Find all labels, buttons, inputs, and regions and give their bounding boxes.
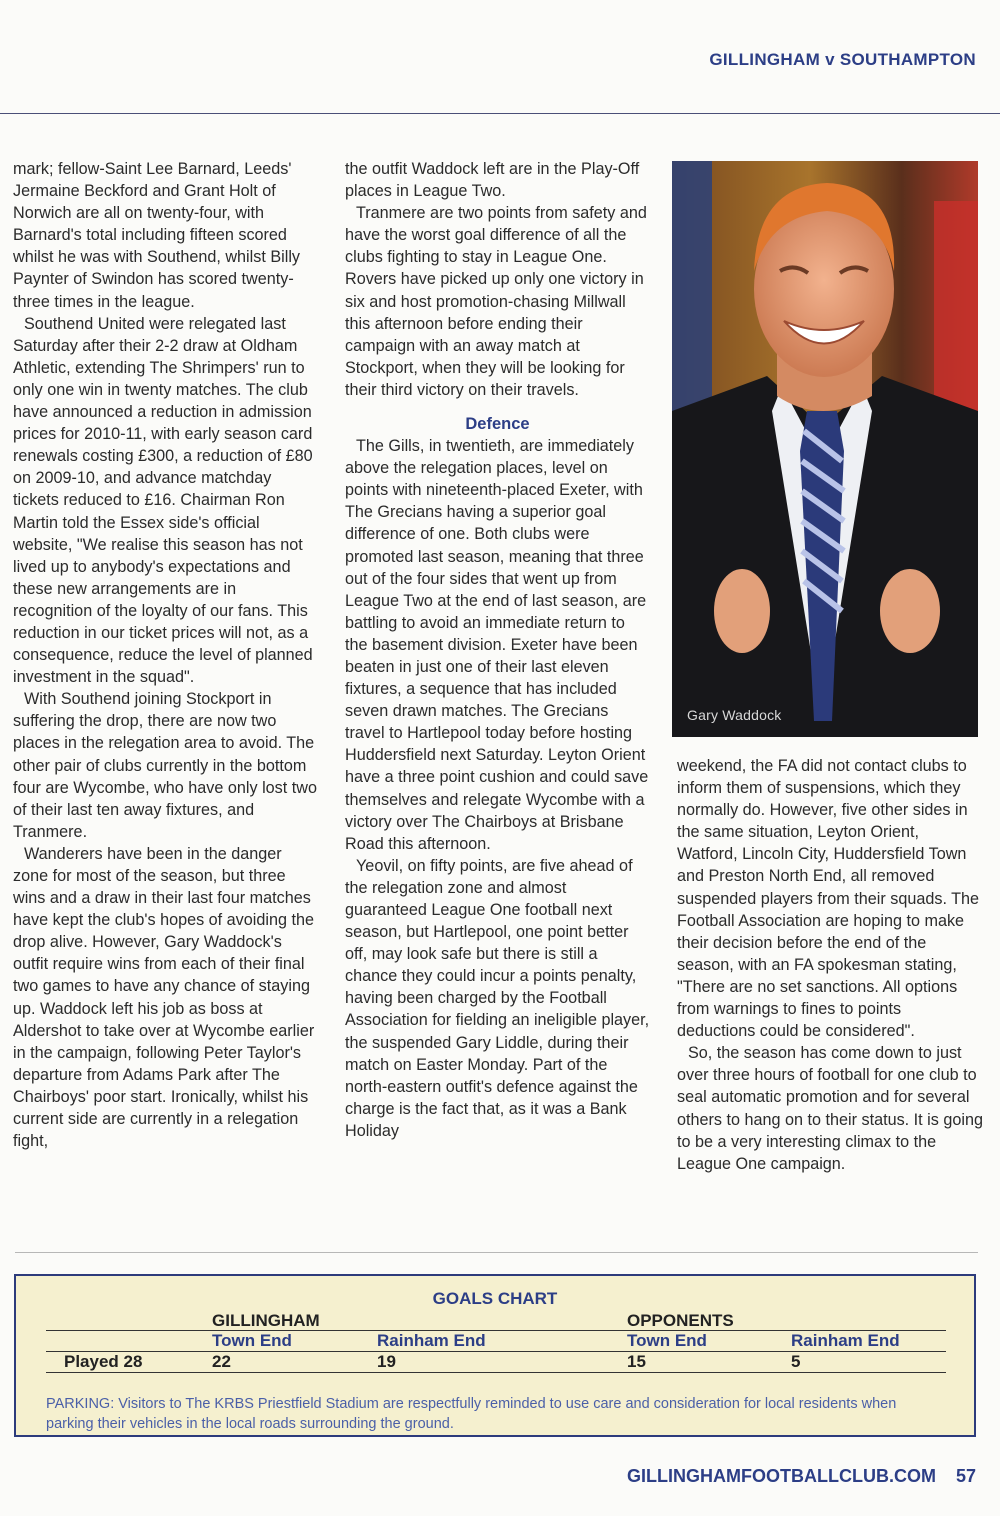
page-number: 57 bbox=[955, 1466, 976, 1486]
team-away-label: OPPONENTS bbox=[627, 1311, 734, 1330]
away-rainham-end-value: 5 bbox=[791, 1352, 801, 1371]
paragraph: mark; fellow-Saint Lee Barnard, Leeds' Jermaine Beckford and Grant Holt of Norwich are all on twenty-four, with Barnard's total including fifteen scored whilst he was with Southend, whilst Billy Paynter of Swindon has scored twenty-three times in the league. bbox=[13, 160, 301, 311]
photo-caption: Gary Waddock bbox=[687, 707, 782, 723]
team-home-label: GILLINGHAM bbox=[212, 1311, 320, 1330]
article-column-1 bbox=[13, 158, 319, 1152]
goals-chart-box bbox=[14, 1274, 976, 1437]
paragraph: Tranmere are two points from safety and have the worst goal difference of all the clubs fighting to stay in League One. Rovers have picked up only one victory in six and host promotion-chasing Millwall this afternoon before ending their campaign with an away match at Stockport, when they will be looking for their third victory on their travels. bbox=[345, 204, 647, 399]
paragraph: Yeovil, on fifty points, are five ahead of the relegation zone and almost guaranteed League One football next season, but Hartlepool, one point better off, may look safe but there is still a chance they could incur a points penalty, having been charged by the Football Association for fielding an ineligible player, the suspended Gary Liddle, during their match on Easter Monday. Part of the north-eastern outfit's defence against the charge is the fact that, as it was a Bank Holiday bbox=[345, 856, 650, 1140]
away-rainham-end-header: Rainham End bbox=[791, 1331, 900, 1350]
away-town-end-value: 15 bbox=[627, 1352, 646, 1371]
table-rule bbox=[46, 1351, 946, 1352]
played-label: Played 28 bbox=[64, 1352, 143, 1371]
paragraph: With Southend joining Stockport in suffering the drop, there are now two places in the relegation area to avoid. The other pair of clubs currently in the bottom four are Wycombe, who have only lost two of their last ten away fixtures, and Tranmere. bbox=[13, 690, 317, 841]
paragraph: The Gills, in twentieth, are immediately above the relegation places, level on points with nineteenth-placed Exeter, with The Grecians having a superior goal difference of one. Both clubs were promoted last season, meaning that three out of the four sides that went up from League Two at the end of last season, are battling to avoid an immediate return to the basement division. Exeter have been beaten in just one of their last eleven fixtures, a sequence that has included seven drawn matches. The Grecians travel to Hartlepool today before hosting Huddersfield next Saturday. Leyton Orient have a three point cushion and could save themselves and relegate Wycombe with a victory over The Chairboys at Brisbane Road this afternoon. bbox=[345, 437, 649, 853]
paragraph: Southend United were relegated last Saturday after their 2-2 draw at Oldham Athletic, extending The Shrimpers' run to only one win in twenty matches. The club have announced a reduction in admission prices for 2010-11, with early season card renewals costing £300, a reduction of £80 on 2009-10, and advance matchday tickets reduced to £16. Chairman Ron Martin told the Essex side's official website, "We realise this season has not lived up to anybody's expectations and these new arrangements are in recognition of the loyalty of our fans. This reduction in our ticket prices will not, as a consequence, reduce the level of planned investment in the squad". bbox=[13, 314, 313, 687]
header-divider bbox=[0, 113, 1000, 114]
away-town-end-header: Town End bbox=[627, 1331, 707, 1350]
article-column-3 bbox=[677, 755, 983, 1175]
portrait-illustration bbox=[672, 161, 978, 737]
home-town-end-value: 22 bbox=[212, 1352, 231, 1371]
home-rainham-end-header: Rainham End bbox=[377, 1331, 486, 1350]
paragraph: the outfit Waddock left are in the Play-Off places in League Two. bbox=[345, 160, 640, 201]
parking-notice: PARKING: Visitors to The KRBS Priestfield Stadium are respectfully reminded to use care and consideration for local residents when parking their vehicles in the local roads surrounding the ground. bbox=[46, 1396, 897, 1432]
article-end-divider bbox=[15, 1252, 978, 1253]
section-subhead: Defence bbox=[465, 415, 530, 434]
footer-website: GILLINGHAMFOOTBALLCLUB.COM bbox=[627, 1466, 936, 1486]
paragraph: So, the season has come down to just over three hours of football for one club to seal automatic promotion and for several others to hang on to their status. It is going to be a very interesting climax to the League One campaign. bbox=[677, 1044, 983, 1173]
paragraph: weekend, the FA did not contact clubs to inform them of suspensions, which they normally do. However, five other sides in the same situation, Leyton Orient, Watford, Lincoln City, Huddersfield Town and Preston North End, all removed suspended players from their squads. The Football Association are hoping to make their decision before the end of the season, with an FA spokesman stating, "There are no set sanctions. All options from warnings to fines to points deductions could be considered". bbox=[677, 757, 980, 1041]
page-header-title: GILLINGHAM v SOUTHAMPTON bbox=[709, 50, 976, 69]
paragraph: Wanderers have been in the danger zone for most of the season, but three wins and a draw in their last four matches have kept the club's hopes of avoiding the drop alive. However, Gary Waddock's outfit require wins from each of their final two games to have any chance of staying up. Waddock left his job as boss at Aldershot to take over at Wycombe earlier in the campaign, following Peter Taylor's departure from Adams Park after The Chairboys' poor start. Ironically, whilst his current side are currently in a relegation fight, bbox=[13, 844, 315, 1151]
table-rule bbox=[46, 1372, 946, 1373]
article-column-2 bbox=[345, 158, 650, 1142]
goals-chart-title: GOALS CHART bbox=[432, 1289, 558, 1308]
home-rainham-end-value: 19 bbox=[377, 1352, 396, 1371]
home-town-end-header: Town End bbox=[212, 1331, 292, 1350]
player-photo bbox=[672, 161, 978, 737]
